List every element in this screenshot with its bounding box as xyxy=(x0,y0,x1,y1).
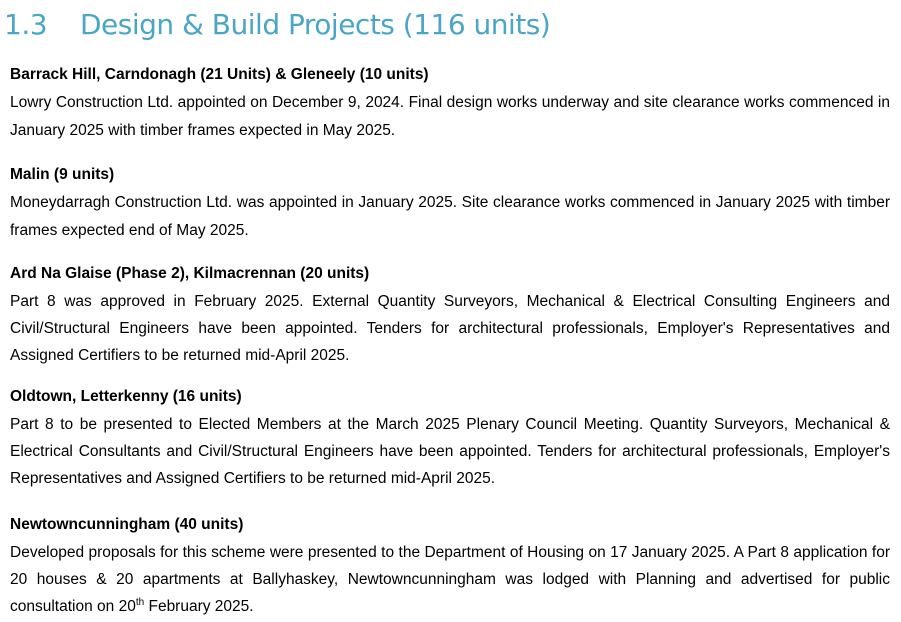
project-description: Part 8 was approved in February 2025. External Quantity Surveyors, Mechanical & Electrical Consulting Engineers and Civil/Structural Engineers have been appointed. Tenders for architectural professionals, Employer's Representatives and Assigned Certifiers to be returned mid-April 2025. xyxy=(10,293,890,364)
project-title: Newtowncunningham (40 units) xyxy=(10,516,244,533)
section-heading xyxy=(4,2,550,46)
project-description: Lowry Construction Ltd. appointed on December 9, 2024. Final design works underway and site clearance works commenced in January 2025 with timber frames expected in May 2025. xyxy=(10,94,890,139)
project-oldtown xyxy=(10,385,890,492)
project-title: Ard Na Glaise (Phase 2), Kilmacrennan (20 units) xyxy=(10,265,370,282)
project-malin xyxy=(10,163,890,244)
project-title: Barrack Hill, Carndonagh (21 Units) & Gleneely (10 units) xyxy=(10,66,429,83)
project-title: Oldtown, Letterkenny (16 units) xyxy=(10,388,242,405)
project-ard-na-glaise xyxy=(10,262,890,369)
project-description: Moneydarragh Construction Ltd. was appointed in January 2025. Site clearance works commenced in January 2025 with timber frames expected end of May 2025. xyxy=(10,194,890,239)
ordinal-suffix: th xyxy=(135,596,145,608)
project-newtowncunningham xyxy=(10,513,890,620)
project-description xyxy=(10,539,890,620)
section-number: 1.3 xyxy=(4,7,48,41)
description-text: Developed proposals for this scheme were presented to the Department of Housing on 17 January 2025. A Part 8 application for 20 houses & 20 apartments at Ballyhaskey, Newtowncunningham was lodged with Planning and advertised for public consultation on 20 xyxy=(10,544,890,615)
section-title: Design & Build Projects (116 units) xyxy=(80,7,551,41)
project-description: Part 8 to be presented to Elected Members at the March 2025 Plenary Council Meeting. Quantity Surveyors, Mechanical & Electrical Consultants and Civil/Structural Engineers have been appointed. Tenders for architectural professionals, Employer's Representatives and Assigned Certifiers to be returned mid-April 2025. xyxy=(10,416,890,487)
project-barrack-hill xyxy=(10,63,890,144)
project-title: Malin (9 units) xyxy=(10,166,115,183)
description-text-end: February 2025. xyxy=(144,598,254,615)
